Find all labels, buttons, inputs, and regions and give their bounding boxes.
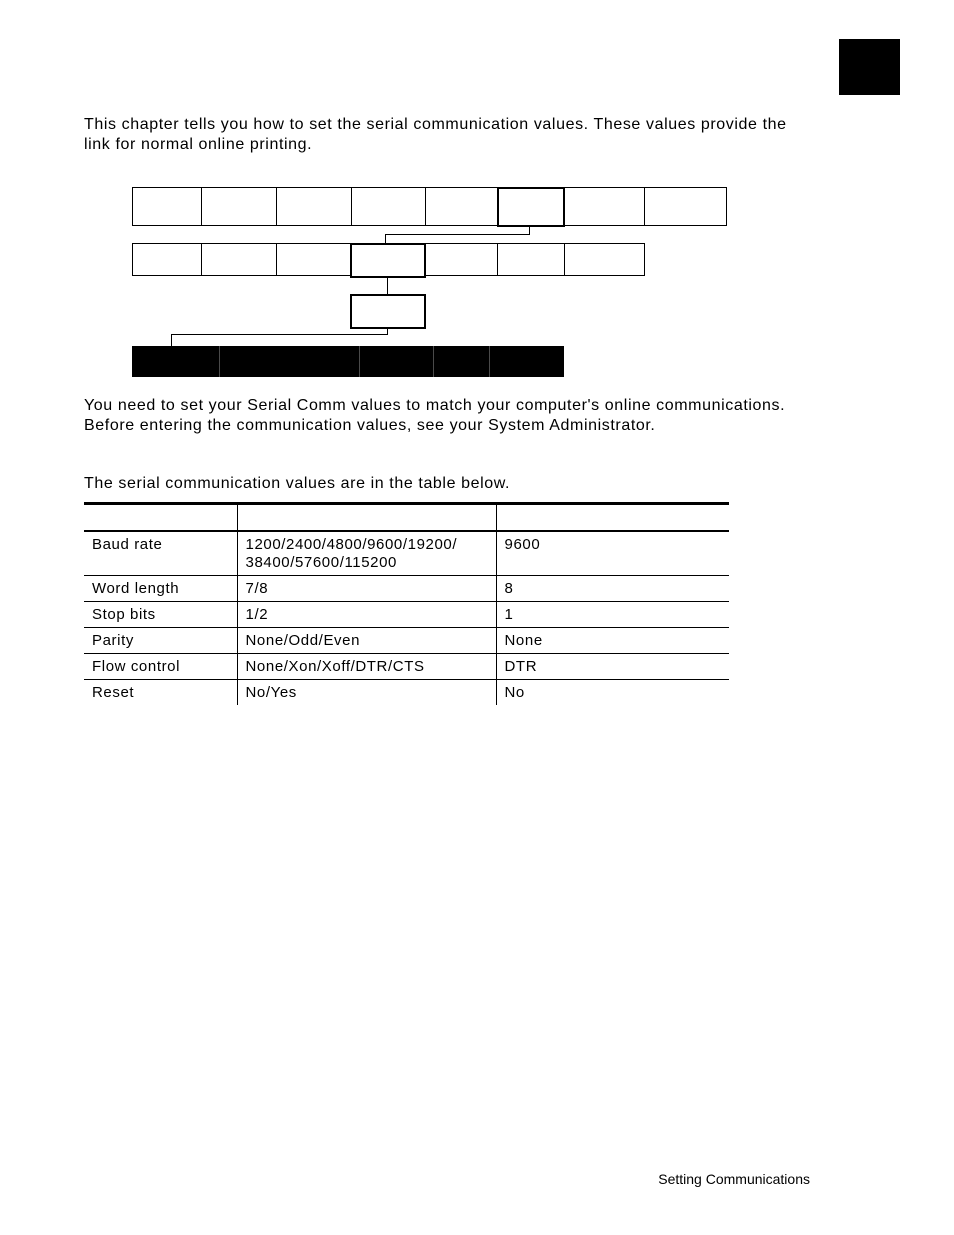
setting-default: None xyxy=(496,628,729,654)
table-header-cell xyxy=(84,504,237,532)
menu-row-1-box-2 xyxy=(202,188,277,226)
setting-options: None/Odd/Even xyxy=(237,628,496,654)
menu-row-2-box-5 xyxy=(426,244,498,276)
table-row xyxy=(84,654,729,680)
menu-row-2-box-selected xyxy=(351,244,425,277)
table-intro-paragraph: The serial communication values are in the table below. xyxy=(84,475,511,492)
table-header-cell xyxy=(496,504,729,532)
setting-options: 1200/2400/4800/9600/19200/ 38400/57600/115200 xyxy=(237,531,496,576)
setting-default: 9600 xyxy=(496,531,729,576)
connector-line-3 xyxy=(172,328,388,346)
table-row xyxy=(84,628,729,654)
table-row xyxy=(84,576,729,602)
menu-row-1-box-7 xyxy=(565,188,645,226)
menu-row-2-box-6 xyxy=(498,244,565,276)
menu-row-2-box-1 xyxy=(133,244,202,276)
setting-default: 1 xyxy=(496,602,729,628)
setting-options: No/Yes xyxy=(237,680,496,706)
intro-paragraph: This chapter tells you how to set the serial communication values. These values provide the link for normal online printing. xyxy=(84,116,787,153)
setting-name: Baud rate xyxy=(84,531,237,576)
setting-default: No xyxy=(496,680,729,706)
menu-row-2-box-3 xyxy=(277,244,352,276)
menu-tree-diagram xyxy=(0,0,954,400)
setting-options: None/Xon/Xoff/DTR/CTS xyxy=(237,654,496,680)
table-row xyxy=(84,602,729,628)
table-row xyxy=(84,680,729,706)
option-row-black xyxy=(132,346,564,377)
setting-options: 7/8 xyxy=(237,576,496,602)
setting-default: 8 xyxy=(496,576,729,602)
setting-default: DTR xyxy=(496,654,729,680)
serial-comm-paragraph: You need to set your Serial Comm values to match your computer's online communications. Before entering the communication values, see your System Administrator. xyxy=(84,397,786,434)
setting-name: Word length xyxy=(84,576,237,602)
menu-row-1-box-8 xyxy=(645,188,727,226)
chapter-tab xyxy=(839,39,900,95)
setting-name: Flow control xyxy=(84,654,237,680)
menu-row-1-box-3 xyxy=(277,188,352,226)
menu-row-1-box-4 xyxy=(352,188,426,226)
table-header-cell xyxy=(237,504,496,532)
menu-row-2-box-2 xyxy=(202,244,277,276)
submenu-box-selected xyxy=(351,295,425,328)
setting-name: Reset xyxy=(92,684,135,701)
setting-options: 1/2 xyxy=(237,602,496,628)
setting-name: Stop bits xyxy=(84,602,237,628)
page-footer: Setting Communications xyxy=(658,1171,810,1187)
setting-name: Parity xyxy=(84,628,237,654)
menu-row-1-box-5 xyxy=(426,188,498,226)
table-row xyxy=(84,531,729,576)
serial-values-table xyxy=(84,502,729,705)
menu-row-1-box-1 xyxy=(133,188,202,226)
menu-row-1-box-selected xyxy=(498,188,564,226)
connector-line-1 xyxy=(386,226,530,244)
menu-row-2-box-7 xyxy=(565,244,645,276)
table-header-row xyxy=(84,504,729,532)
